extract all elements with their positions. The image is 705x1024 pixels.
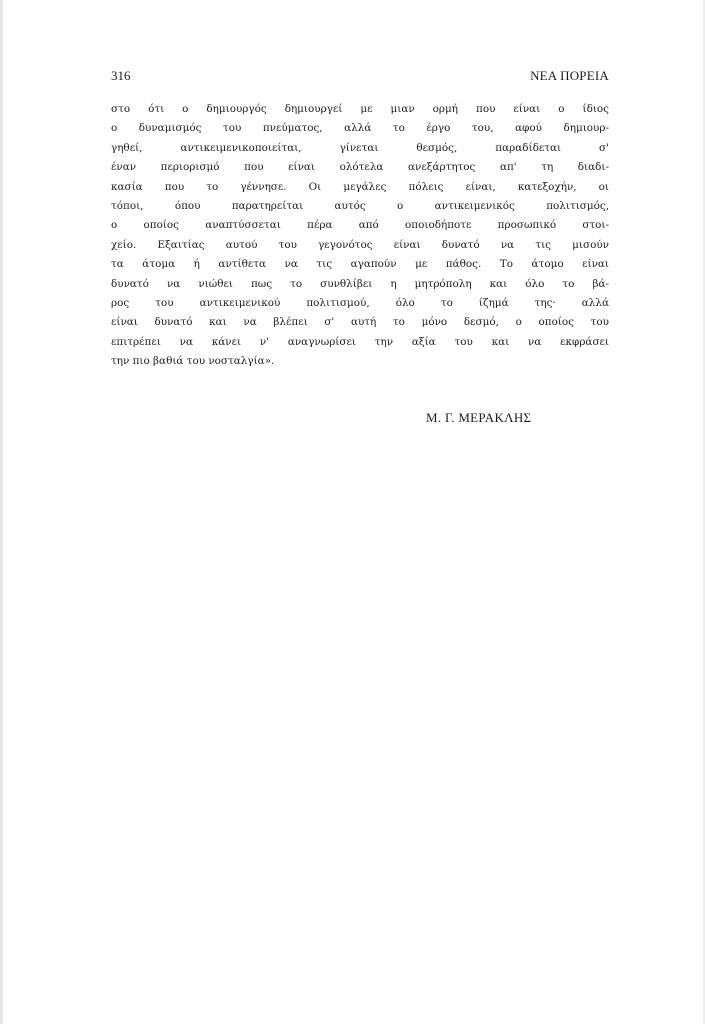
text-line: τόποι, όπου παρατηρείται αυτός ο αντικειμενικός πολιτισμός, [111,199,609,212]
text-line: ο δυναμισμός του πνεύματος, αλλά το έργο του, αφού δημιουρ- [111,122,609,135]
author-signature: Μ. Γ. ΜΕΡΑΚΛΗΣ [426,410,532,425]
text-line: έναν περιορισμό που είναι ολότελα ανεξάρτητος απ' τη διαδι- [111,161,609,174]
text-line: επιτρέπει να κάνει ν' αναγνωρίσει την αξία του και να εκφράσει [111,335,609,348]
page-header [111,68,609,86]
text-line: είναι δυνατό και να βλέπει σ' αυτή το μόνο δεσμό, ο οποίος του [111,316,609,329]
text-line: στο ότι ο δημιουργός δημιουργεί με μιαν ορμή που είναι ο ίδιος [111,103,609,115]
text-line: χείο. Εξαιτίας αυτού του γεγονότος είναι δυνατό να τις μισούν [111,238,609,251]
text-line-last: την πιο βαθιά του νοσταλγία». [111,355,275,368]
text-line: ο οποίος αναπτύσσεται πέρα από οποιοδήποτε προσωπικό στοι- [111,219,609,232]
text-line: τα άτομα ή αντίθετα να τις αγαπούν με πάθος. Το άτομο είναι [111,258,609,271]
text-line: γηθεί, αντικειμενικοποιείται, γίνεται θεσμός, παραδίδεται σ' [111,141,609,154]
text-line: κασία που το γέννησε. Οι μεγάλες πόλεις είναι, κατεξοχήν, οι [111,180,609,193]
text-line: ρος του αντικειμενικού πολιτισμού, όλο το ίζημά της· αλλά [111,296,609,309]
body-paragraph [111,100,609,371]
text-line: δυνατό να νιώθει πως το συνθλίβει η μητρόπολη και όλο το βά- [111,277,609,290]
page-number: 316 [111,68,131,83]
running-title: ΝΕΑ ΠΟΡΕΙΑ [530,68,609,83]
